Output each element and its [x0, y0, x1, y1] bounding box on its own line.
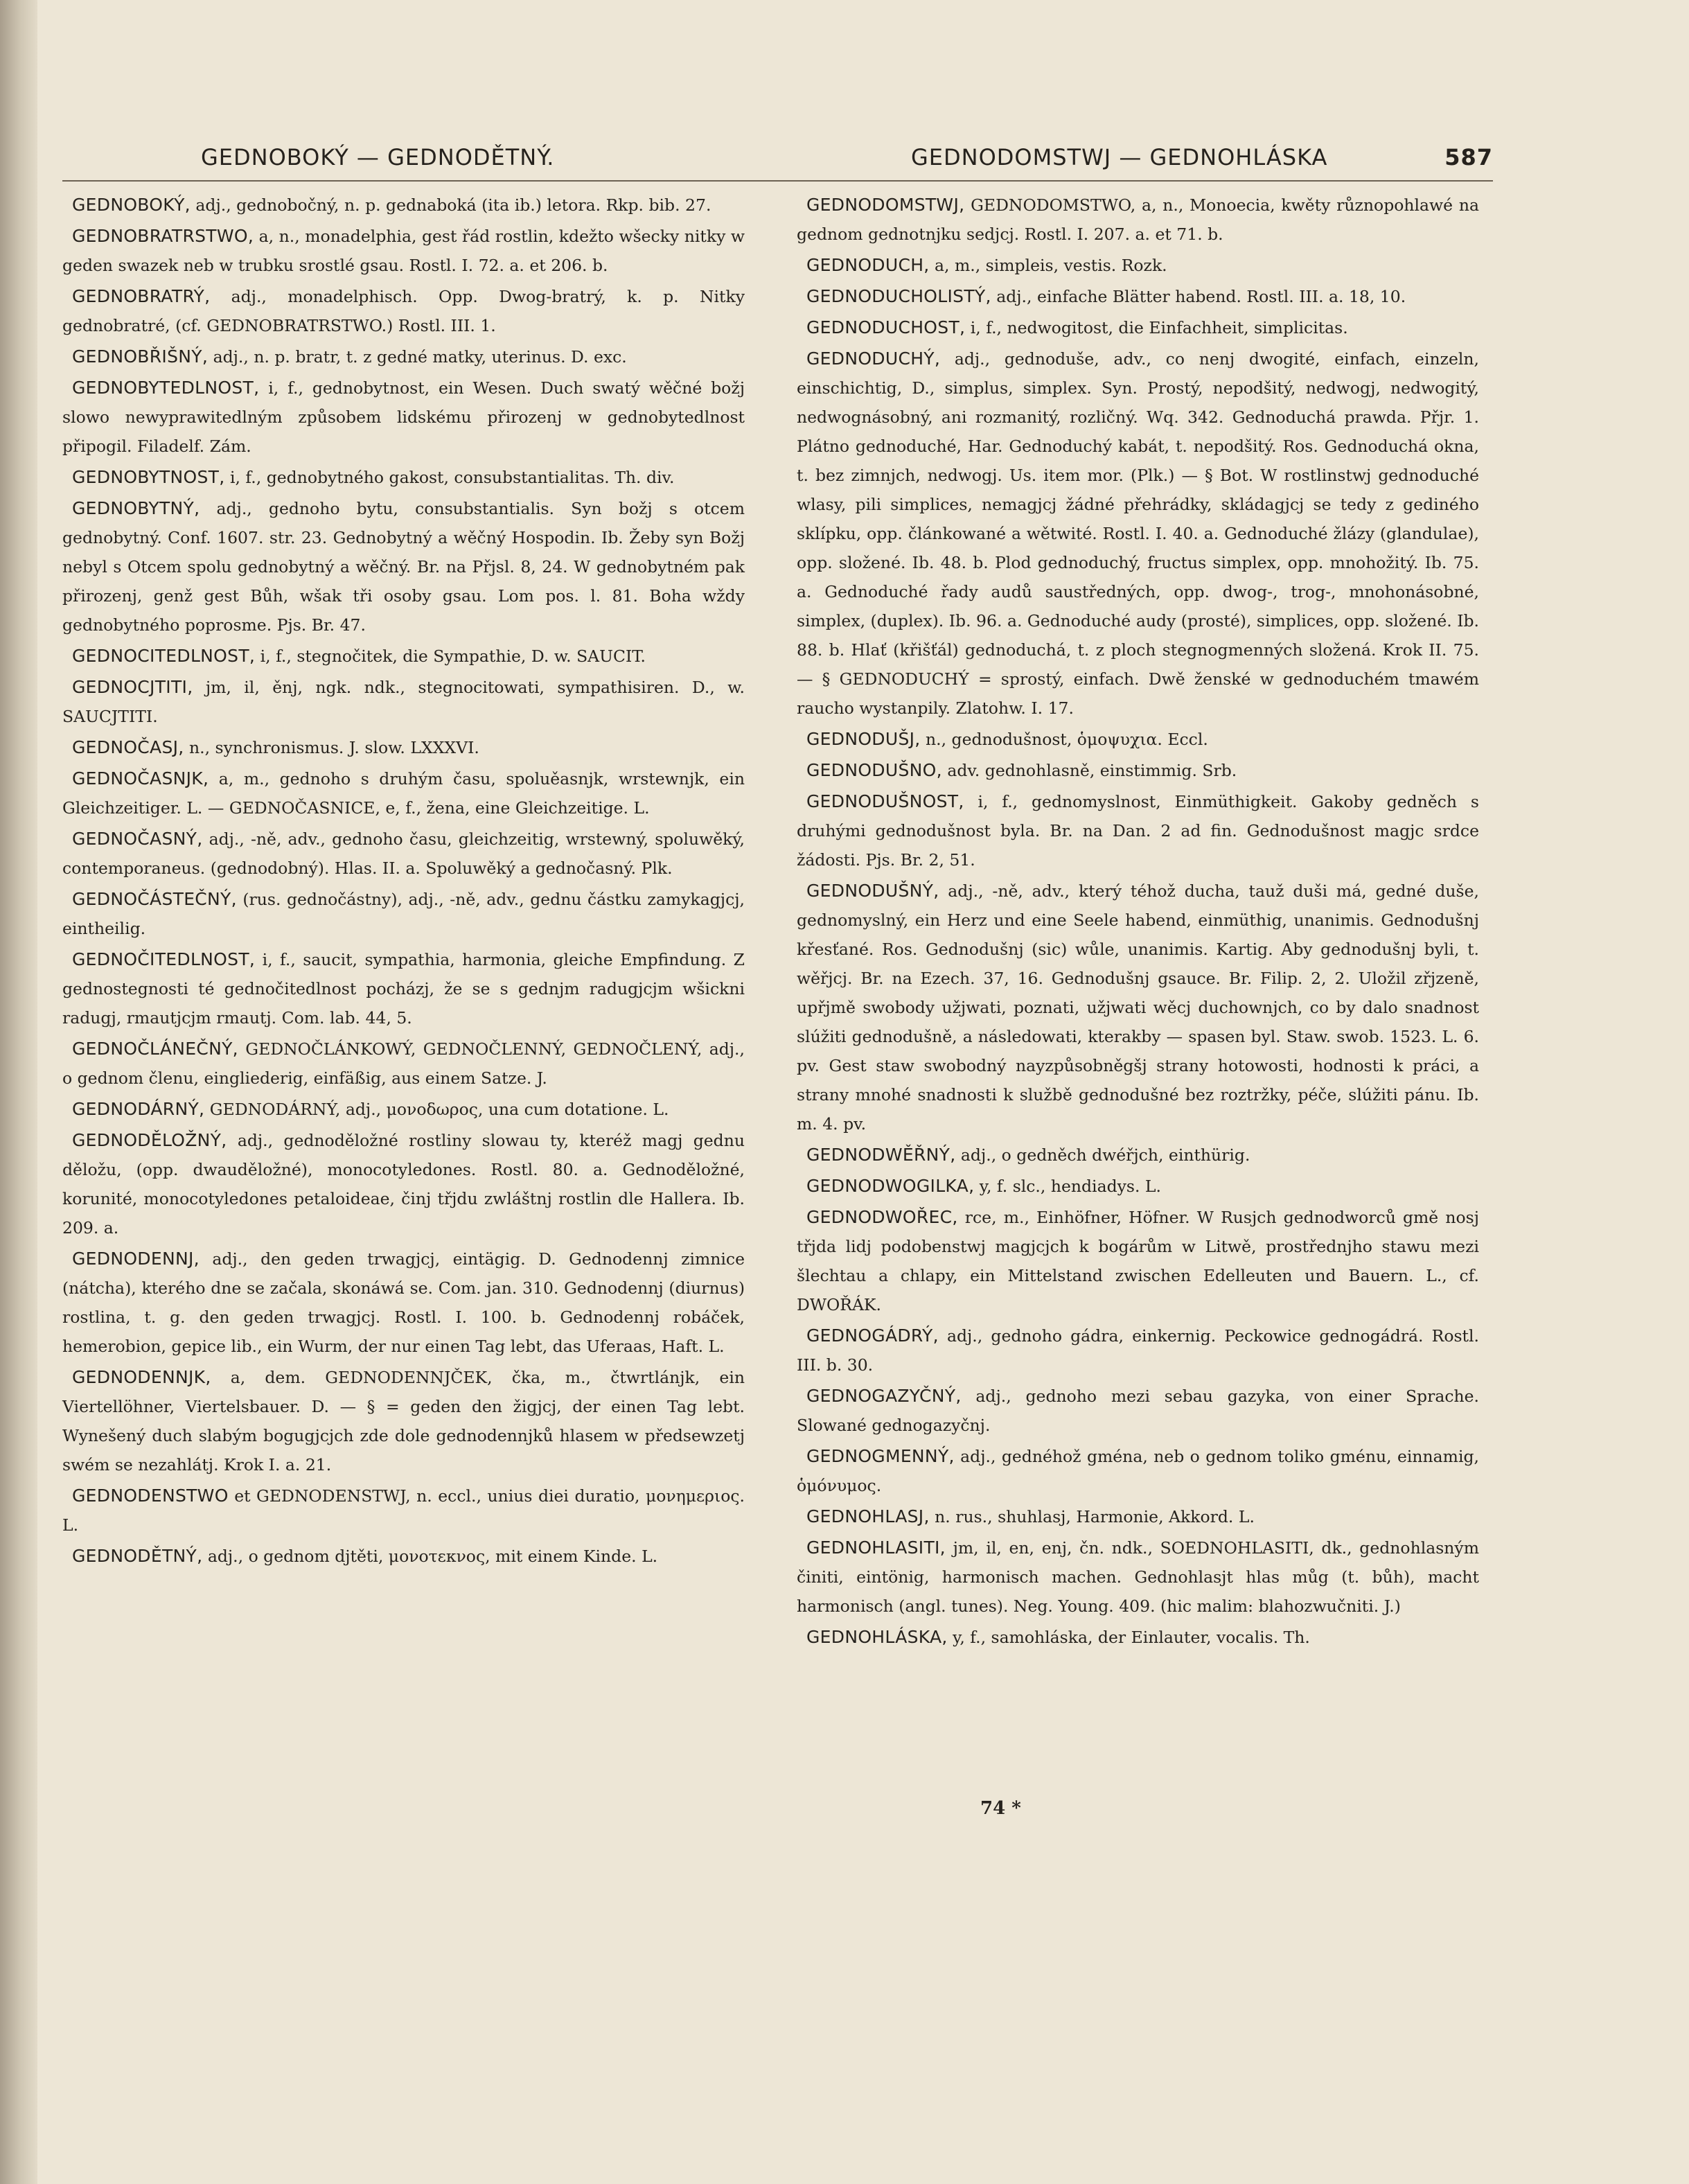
dictionary-entry	[62, 1095, 745, 1124]
headword: GEDNOHLASJ,	[806, 1506, 930, 1526]
headword: GEDNODUŠJ,	[806, 729, 921, 749]
dictionary-entry	[797, 756, 1479, 785]
headword: GEDNOBŘIŠNÝ,	[72, 346, 209, 367]
dictionary-entry	[62, 825, 745, 883]
dictionary-entry	[62, 342, 745, 371]
headword: GEDNOČASJ,	[72, 737, 184, 757]
dictionary-entry	[797, 787, 1479, 874]
dictionary-entry	[62, 373, 745, 461]
entry-text: adj., gednoho gádra, einkernig. Peckowice gednogádrá. Rostl. III. b. 30.	[797, 1326, 1479, 1375]
headword: GEDNOBOKÝ,	[72, 195, 191, 215]
dictionary-entry	[797, 251, 1479, 280]
running-header	[62, 132, 1493, 182]
headword: GEDNOCJTITI,	[72, 677, 193, 697]
entry-text: a, n., monadelphia, gest řád rostlin, kdežto wšecky nitky w geden swazek neb w trubku srostlé gsau. Rostl. I. 72. a. et 206. b.	[62, 227, 745, 275]
left-column	[62, 191, 745, 1573]
dictionary-entry	[797, 1382, 1479, 1440]
headword: GEDNODUŠNOST,	[806, 791, 964, 811]
dictionary-entry	[62, 222, 745, 280]
dictionary-entry	[797, 877, 1479, 1138]
headword: GEDNODENSTWO	[72, 1486, 229, 1506]
headword: GEDNOČITEDLNOST,	[72, 949, 256, 969]
headword: GEDNODUCHOLISTÝ,	[806, 286, 991, 306]
dictionary-entry	[62, 764, 745, 822]
entry-text: i, f., nedwogitost, die Einfachheit, simplicitas.	[965, 318, 1348, 337]
headword: GEDNODUŠNÝ,	[806, 881, 939, 901]
entry-text: i, f., stegnočitek, die Sympathie, D. w. SAUCIT.	[255, 646, 646, 666]
headword: GEDNODÁRNÝ,	[72, 1099, 205, 1119]
entry-text: (rus. gednočástny), adj., -ně, adv., gednu částku zamykagjcj, eintheilig.	[62, 890, 745, 938]
dictionary-entry	[62, 1244, 745, 1361]
dictionary-entry	[62, 673, 745, 731]
entry-text: i, f., gednomyslnost, Einmüthigkeit. Gakoby gedněch s druhými gednodušnost byla. Br. na Dan. 2 ad fin. Gednodušnost magjc srdce žádosti. Pjs. Br. 2, 51.	[797, 792, 1479, 870]
entry-text: adj., o gedněch dwéřjch, einthürig.	[955, 1145, 1250, 1165]
entry-text: GEDNOČLÁNKOWÝ, GEDNOČLENNÝ, GEDNOČLENÝ, adj., o gednom členu, eingliederig, einfäßig, aus einem Satze. J.	[62, 1039, 745, 1088]
dictionary-entry	[62, 1542, 745, 1571]
dictionary-entry	[797, 282, 1479, 311]
headword: GEDNOGAZYČNÝ,	[806, 1386, 962, 1406]
headword: GEDNODWOGILKA,	[806, 1176, 975, 1196]
dictionary-page	[62, 132, 1493, 2093]
right-column	[797, 191, 1479, 1654]
headword: GEDNODUCHÝ,	[806, 349, 941, 369]
dictionary-entry	[797, 1321, 1479, 1380]
dictionary-entry	[62, 945, 745, 1032]
headword: GEDNODOMSTWJ,	[806, 195, 965, 215]
entry-text: adj., gednoduše, adv., co nenj dwogité, einfach, einzeln, einschichtig, D., simplus, simplex. Syn. Prostý, nepodšitý, nedwogj, nedwogitý, nedwognásobný, ani rozmanitý, rozličný. Wq. 342. Gednoduchá prawda. Přjr. 1. Plátno gednoduché, Har. Gednoduchý kabát, t. nepodšitý. Ros. Gednoduchá okna, t. bez zimnjch, nedwogj. Us. item mor. (Plk.) — § Bot. W rostlinstwj gednoduché wlasy, pili simplices, nemagjcj žádné přehrádky, skládagjcj se tedy z gediného sklípku, opp. článkowané a wětwité. Rostl. I. 40. a. Gednoduché žlázy (glandulae), opp. složené. Ib. 48. b. Plod gednoduchý, fructus simplex, opp. mnohožitý. Ib. 75. a. Gednoduché řady audů saustředných, opp. dwog-, trog-, mnohonásobné, simplex, (duplex). Ib. 96. a. Gednoduché audy (prosté), simplices, opp. složené. Ib. 88. b. Hlať (křišťál) gednoduchá, t. z ploch stegnogmenných složená. Krok II. 75. — § GEDNODUCHÝ = sprostý, einfach. Dwě ženské w gednoduchém tmawém raucho wystanpily. Zlatohw. I. 17.	[797, 349, 1479, 718]
dictionary-entry	[62, 1363, 745, 1479]
headword: GEDNODĚTNÝ,	[72, 1546, 203, 1566]
dictionary-entry	[797, 191, 1479, 249]
dictionary-entry	[797, 1623, 1479, 1652]
dictionary-entry	[62, 191, 745, 220]
headword: GEDNODUŠNO,	[806, 760, 942, 780]
dictionary-entry	[62, 733, 745, 762]
headword: GEDNOBYTNOST,	[72, 467, 225, 487]
entry-text: adj., einfache Blätter habend. Rostl. III. a. 18, 10.	[991, 287, 1406, 306]
dictionary-entry	[62, 494, 745, 640]
dictionary-entry	[797, 725, 1479, 754]
headword: GEDNOČASNÝ,	[72, 829, 203, 849]
dictionary-entry	[797, 313, 1479, 342]
headword: GEDNOBYTEDLNOST,	[72, 378, 260, 398]
entry-text: adj., n. p. bratr, t. z gedné matky, uterinus. D. exc.	[208, 347, 627, 367]
entry-text: a, m., gednoho s druhým času, spoluěasnjk, wrstewnjk, ein Gleichzeitiger. L. — GEDNOČASNICE, e, f., žena, eine Gleichzeitige. L.	[62, 769, 745, 818]
headword: GEDNOBYTNÝ,	[72, 498, 200, 518]
headword: GEDNODWOŘEC,	[806, 1207, 958, 1227]
entry-text: n. rus., shuhlasj, Harmonie, Akkord. L.	[929, 1507, 1255, 1526]
dictionary-entry	[62, 1034, 745, 1093]
entry-text: y, f. slc., hendiadys. L.	[974, 1177, 1161, 1196]
entry-text: i, f., gednobytnost, ein Wesen. Duch swatý wěčné božj slowo newyprawitedlným způsobem lidskému přirozenj w gednobytedlnost připogil. Filadelf. Zám.	[62, 378, 745, 456]
entry-text: et GEDNODENSTWJ, n. eccl., unius diei duratio, μονημεριος. L.	[62, 1486, 745, 1535]
header-right: GEDNODOMSTWJ — GEDNOHLÁSKA	[911, 144, 1328, 170]
entry-text: adj., -ně, adv., gednoho času, gleichzeitig, wrstewný, spoluwěký, contemporaneus. (gednodobný). Hlas. II. a. Spoluwěký a gednočasný. Plk.	[62, 829, 745, 878]
dictionary-entry	[797, 344, 1479, 723]
headword: GEDNOGÁDRÝ,	[806, 1326, 939, 1346]
entry-text: jm, il, en, enj, čn. ndk., SOEDNOHLASITI, dk., gednohlasným činiti, eintönig, harmonisch machen. Gednohlasjt hlas můg (t. bůh), macht harmonisch (angl. tunes). Neg. Young. 409. (hic malim: blahozwučniti. J.)	[797, 1538, 1479, 1616]
entry-text: n., gednodušnost, ὁμοψυχια. Eccl.	[920, 730, 1208, 749]
dictionary-entry	[797, 1141, 1479, 1170]
headword: GEDNOHLASITI,	[806, 1538, 946, 1558]
signature-mark: 74 *	[980, 1798, 1021, 1819]
headword: GEDNOBRATRSTWO,	[72, 226, 254, 246]
headword: GEDNOČÁSTEČNÝ,	[72, 889, 237, 909]
entry-text: i, f., gednobytného gakost, consubstantialitas. Th. div.	[224, 468, 675, 487]
entry-text: a, dem. GEDNODENNJČEK, čka, m., čtwrtlánjk, ein Viertellöhner, Viertelsbauer. D. — § = geden den žigjcj, der einen Tag lebt. Wynešený duch slabým bogugjcjch zde dole gednodennjků hlasem w předsewzetj swém se nezahlátj. Krok I. a. 21.	[62, 1368, 745, 1474]
entry-text: adj., gednoděložné rostliny slowau ty, kteréž magj gednu děložu, (opp. dwauděložné), monocotyledones. Rostl. 80. a. Gednoděložné, korunité, monocotyledones petaloideae, činj třjdu zwláštnj rostlin dle Hallera. Ib. 209. a.	[62, 1131, 745, 1238]
headword: GEDNOČASNJK,	[72, 768, 209, 789]
entry-text: adj., den geden trwagjcj, eintägig. D. Gednodennj zimnice (nátcha), kteréhо dne se začala, skonáwá se. Com. jan. 310. Gednodennj (diurnus) rostlina, t. g. den geden trwagjcj. Rostl. I. 100. b. Gednodennj robáček, hemerobion, gepice lib., ein Wurm, der nur einen Tag lebt, das Uferaas, Haft. L.	[62, 1249, 745, 1356]
entry-text: GEDNODÁRNÝ, adj., μονοδωρος, una cum dotatione. L.	[204, 1100, 669, 1119]
headword: GEDNOČLÁNEČNÝ,	[72, 1039, 238, 1059]
entry-text: adj., gednoho mezi sebau gazyka, von einer Sprache. Slowané gednogazyčnj.	[797, 1386, 1479, 1435]
book-gutter	[0, 0, 37, 2184]
headword: GEDNODENNJ,	[72, 1249, 200, 1269]
headword: GEDNOCITEDLNOST,	[72, 646, 256, 666]
entry-text: GEDNODOMSTWO, a, n., Monoecia, kwěty různopohlawé na gednom gednotnjku sedjcj. Rostl. I. 207. a. et 71. b.	[797, 195, 1479, 244]
entry-text: adj., gednobočný, n. p. gednaboká (ita ib.) letora. Rkp. bib. 27.	[190, 195, 711, 215]
dictionary-entry	[62, 282, 745, 340]
entry-text: y, f., samohláska, der Einlauter, vocalis. Th.	[947, 1628, 1310, 1647]
entry-text: n., synchronismus. J. slow. LXXXVI.	[184, 738, 479, 757]
dictionary-entry	[62, 642, 745, 671]
headword: GEDNOBRATRÝ,	[72, 286, 211, 306]
headword: GEDNODUCHOST,	[806, 317, 966, 337]
headword: GEDNODUCH,	[806, 255, 930, 275]
dictionary-entry	[62, 1481, 745, 1540]
entry-text: adj., gednoho bytu, consubstantialis. Syn božj s otcem gednobytný. Conf. 1607. str. 23. Gednobytný a wěčný Hospodin. Ib. Žeby syn Božj nebyl s Otcem spolu gednobytný a wěčný. Br. na Přjsl. 8, 24. W gednobytném pak přirozenj, genž gest Bůh, wšak tři osoby gsau. Lom pos. l. 81. Boha wždy gednobytného poprosme. Pjs. Br. 47.	[62, 499, 745, 635]
headword: GEDNOHLÁSKA,	[806, 1627, 948, 1647]
headword: GEDNODENNJK,	[72, 1367, 211, 1387]
dictionary-entry	[797, 1442, 1479, 1500]
dictionary-entry	[62, 885, 745, 943]
entry-text: adj., monadelphisch. Opp. Dwog-bratrý, k. p. Nitky gednobratré, (cf. GEDNOBRATRSTWO.) Rostl. III. 1.	[62, 287, 745, 335]
entry-text: jm, il, ěnj, ngk. ndk., stegnocitowati, sympathisiren. D., w. SAUCJTITI.	[62, 678, 745, 726]
dictionary-entry	[797, 1502, 1479, 1531]
page-number: 587	[1444, 144, 1493, 170]
entry-text: a, m., simpleis, vestis. Rozk.	[929, 256, 1167, 275]
header-left: GEDNOBOKÝ — GEDNODĚTNÝ.	[201, 144, 555, 170]
dictionary-entry	[62, 463, 745, 492]
headword: GEDNODĚLOŽNÝ,	[72, 1130, 227, 1150]
dictionary-entry	[797, 1203, 1479, 1319]
entry-text: adv. gednohlasně, einstimmig. Srb.	[941, 761, 1237, 780]
dictionary-entry	[797, 1533, 1479, 1621]
entry-text: adj., o gednom djtěti, μονοτεκνος, mit einem Kinde. L.	[202, 1547, 658, 1566]
dictionary-entry	[797, 1172, 1479, 1201]
headword: GEDNODWĚŘNÝ,	[806, 1145, 956, 1165]
dictionary-entry	[62, 1126, 745, 1242]
entry-text: i, f., saucit, sympathia, harmonia, gleiche Empfindung. Z gednostegnosti té gednočitedlnost pocházj, že se s gednjm radugjcjm wšickni radugj, rmautjcjm rmautj. Com. lab. 44, 5.	[62, 950, 745, 1028]
headword: GEDNOGMENNÝ,	[806, 1446, 955, 1466]
entry-text: adj., -ně, adv., který téhož ducha, tauž duši má, gedné duše, gednomyslný, ein Herz und eine Seele habend, einmüthig, unanimis. Gednodušnj křesťané. Ros. Gednodušnj (sic) wůle, unanimis. Kartig. Aby gednodušnj byli, t. wěřjcj. Br. na Ezech. 37, 16. Gednodušnj gsauce. Br. Filip. 2, 2. Uložil zřjzeně, upřjmě swobody užjwati, poznati, užjwati wěcj duchownjch, co by dalo snadnost slúžiti gednodušně, a následowati, kterakby — spasen byl. Staw. swob. 1523. L. 6. pv. Gest staw swobodný nayzpůsobněgšj strany hotowosti, hodnosti k práci, a strany mnohé snadnosti k službě gednodušné bez roztržky, péče, slúžiti pánu. Ib. m. 4. pv.	[797, 881, 1479, 1134]
entry-text: adj., gednéhož gména, neb o gednom toliko gménu, einnamig, ὁμόνυμος.	[797, 1447, 1479, 1495]
entry-text: rce, m., Einhöfner, Höfner. W Rusjch gednodworců gmě nosj třjda lidj podobenstwj magjcjch k bogárům w Litwě, prostřednjho stawu mezi šlechtau a chlapy, ein Mittelstand zwischen Edelleuten und Bauern. L., cf. DWOŘÁK.	[797, 1208, 1479, 1314]
